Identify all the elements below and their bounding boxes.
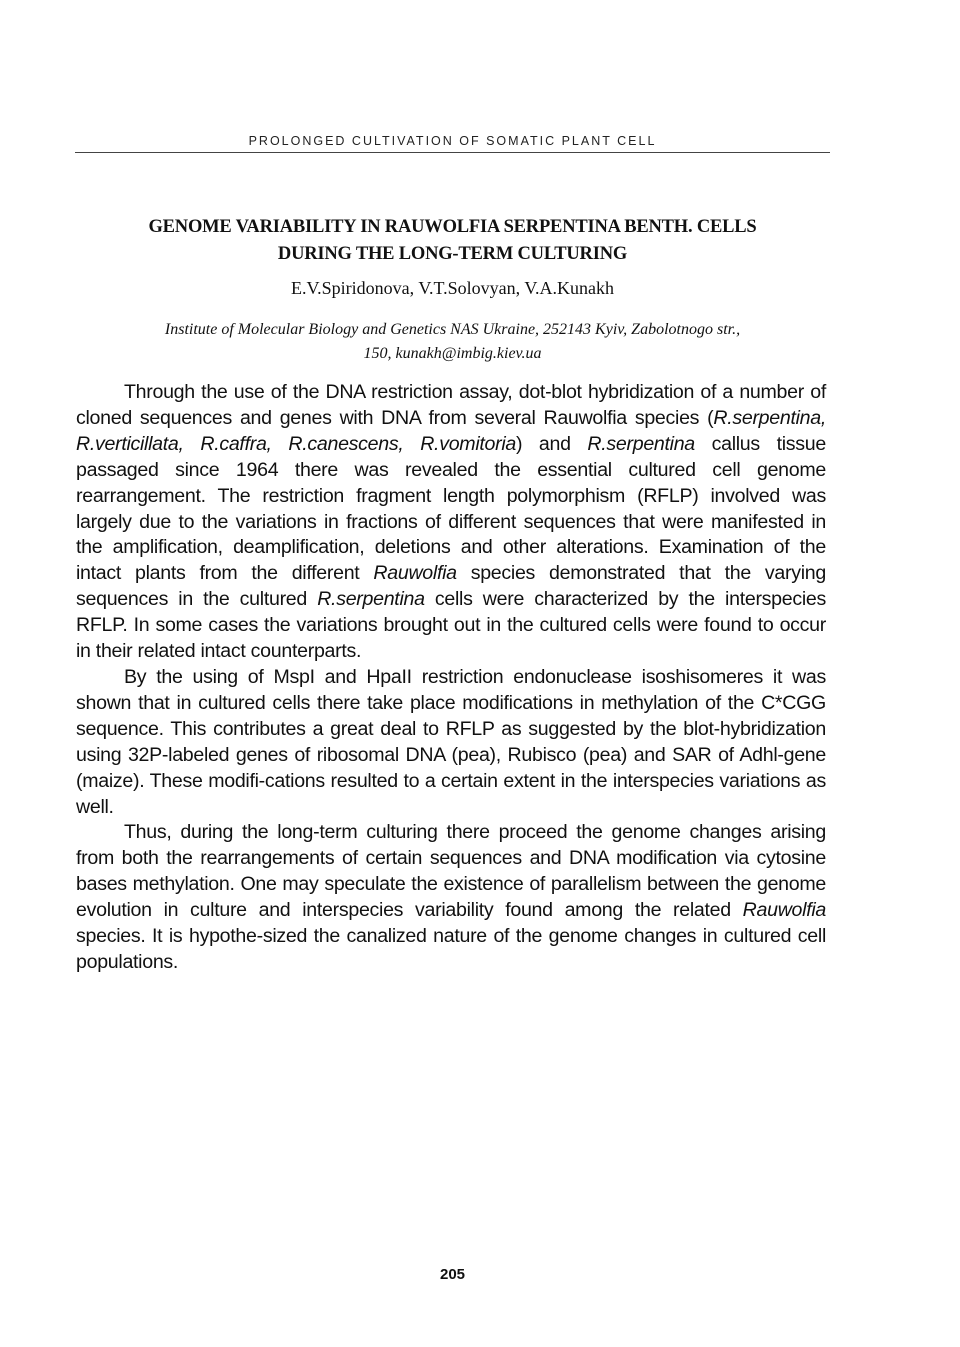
p1-genus: Rauwolfia bbox=[373, 562, 457, 585]
p3-text-1: Thus, during the long-term culturing there proceed the genome changes arising from both the rearrangements of certain sequences and DNA modification via cytosine bases methylation. One may speculate the existence of parallelism between the genome evolution in culture and interspecies variability found among the related bbox=[76, 821, 826, 922]
title-line-1: GENOME VARIABILITY IN RAUWOLFIA SERPENTINA BENTH. CELLS bbox=[148, 217, 757, 237]
p1-species-1: R.serpentina bbox=[587, 432, 695, 455]
affiliation bbox=[75, 318, 830, 366]
p1-text-3: callus tissue passaged since 1964 there was revealed the essential cultured cell genome rearrangement. The restriction fragment length polymorphism (RFLP) involved was largely due to the variations in fractions of different sequences that were manifested in the amplification, deamplification, deletions and other alterations. Examination of the intact plants from the different bbox=[76, 432, 826, 585]
p3-genus: Rauwolfia bbox=[742, 899, 826, 922]
paragraph-1 bbox=[76, 380, 826, 665]
running-header: PROLONGED CULTIVATION OF SOMATIC PLANT CELL bbox=[248, 134, 657, 148]
p3-text-2: species. It is hypothe-sized the canalized nature of the genome changes in cultured cell populations. bbox=[76, 925, 826, 973]
page-number: 205 bbox=[439, 1266, 466, 1283]
p1-text-2: ) and bbox=[515, 432, 588, 455]
p1-species-2: R.serpentina bbox=[317, 588, 425, 611]
p1-species-list: R.serpentina, R.verticillata, R.caffra, R.canescens, R.vomitoria bbox=[76, 406, 826, 455]
abstract-body bbox=[76, 380, 826, 976]
title-line-2: DURING THE LONG-TERM CULTURING bbox=[277, 244, 628, 264]
paragraph-2: By the using of MspI and HpaII restriction endonuclease isoshisomeres it was shown that in cultured cells there take place modifications in methylation of the C*CGG sequence. This contributes a great deal to RFLP as suggested by the blot-hybridization using 32P-labeled genes of ribosomal DNA (pea), Rubisco (pea) and SAR of Adhl-gene (maize). These modifi-cations resulted to a certain extent in the interspecies variations as well. bbox=[76, 665, 826, 818]
p1-text-1: Through the use of the DNA restriction assay, dot-blot hybridization of a number of cloned sequences and genes with DNA from several Rauwolfia species ( bbox=[76, 381, 826, 429]
p1-text-5: cells were characterized by the interspecies RFLP. In some cases the variations brought out in the cultured cells were found to occur in their related intact counterparts. bbox=[76, 588, 827, 663]
paragraph-3 bbox=[76, 820, 826, 975]
affiliation-line-1: Institute of Molecular Biology and Genetics NAS Ukraine, 252143 Kyiv, Zabolotnogo str., bbox=[164, 321, 741, 338]
authors: E.V.Spiridonova, V.T.Solovyan, V.A.Kunakh bbox=[290, 278, 615, 298]
p1-text-4: species demonstrated that the varying sequences in the cultured bbox=[76, 562, 826, 611]
affiliation-line-2: 150, kunakh@imbig.kiev.ua bbox=[363, 345, 542, 362]
article-title bbox=[75, 214, 830, 268]
header-rule bbox=[75, 152, 830, 153]
